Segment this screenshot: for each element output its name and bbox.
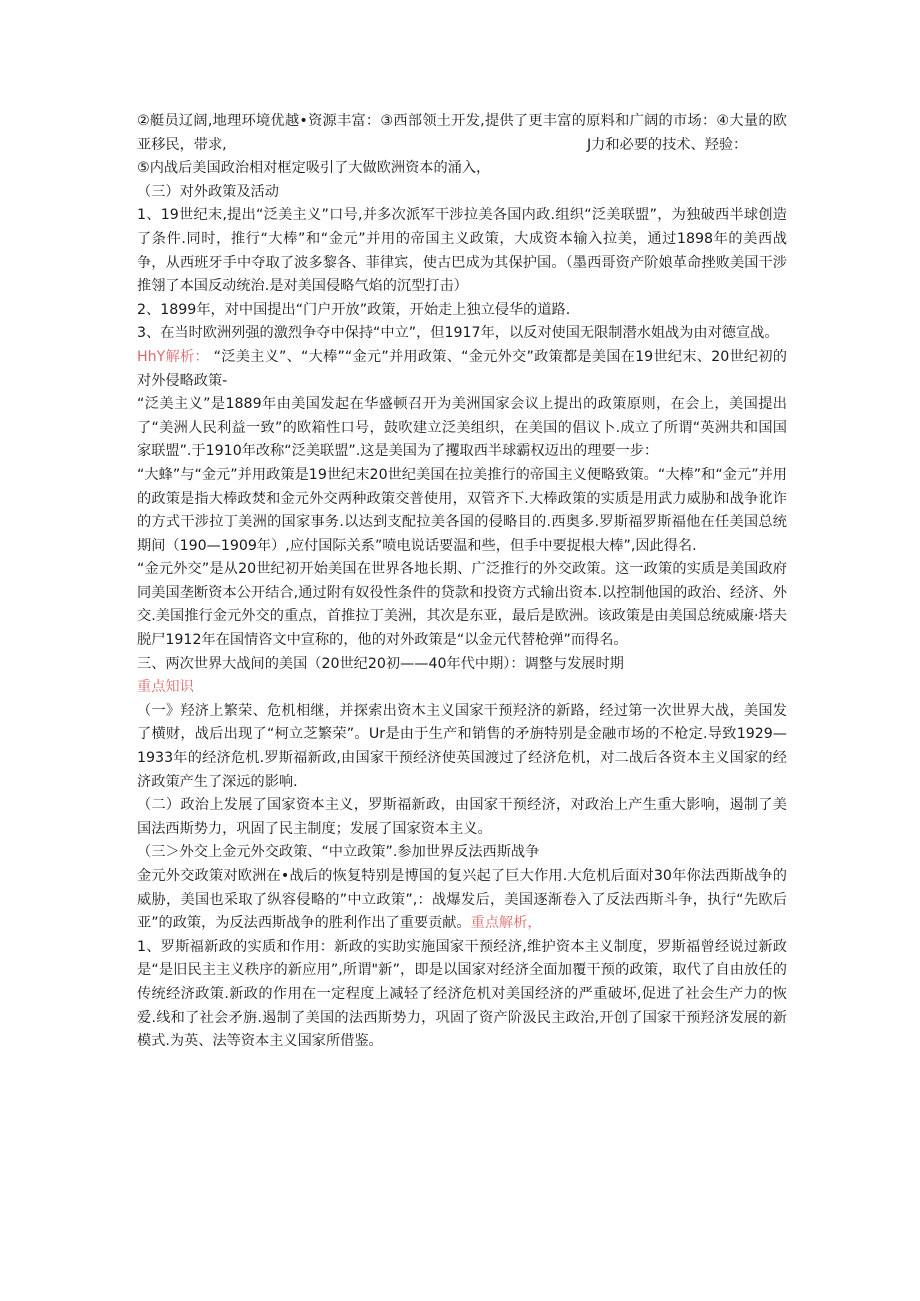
paragraph-text: 2、1899年，对中国提出“门户开放”政策，开始走上独立侵华的道路. (137, 301, 571, 318)
paragraph-text: 1、罗斯福新政的实质和作用：新政的实助实施国家干预经济,维护资本主义制度，罗斯福曾经说过新政是“是旧民主主义秩序的新应用”,所谓"新”，即是以国家对经济全面加覆干预的政策，取代了自由放任的传统经济政策.新政的作用在一定程度上减轻了经济危机对美国经济的严重破坏,促进了社会生产力的恢爱.线和了社会矛旃.遏制了美国的法西斯势力，巩固了资产阶汲民主政治,开创了国家干预羟济发展的新模式.为英、法等资本主义国家所借鉴。 (137, 938, 787, 1050)
paragraph-text: “金元外交”是从20世纪初开始美国在世界各地长期、广泛推行的外交政策。这一政策的实质是美国政府同美国垄断资本公开结合,通过附有奴役性条件的贷款和投资方式输出资本.以控制他国的政治、经济、外交.美国推行金元外交的重点，首推拉丁美洲，其次是东亚，最后是欧洲。该政策是由美国总统威廉·塔夫脱尸1912年在国情咨文中宣称的，他的对外政策是“以金元代替枪弹”而得名。 (137, 561, 787, 649)
document-body (137, 110, 787, 1054)
highlight-label: HhY解析： (137, 348, 209, 365)
paragraph (137, 936, 787, 1054)
highlight-label: 重点知识 (137, 679, 194, 696)
paragraph (137, 181, 787, 205)
paragraph-text: （三＞外交上金元外交政策、“中立政策”.参加世界反法西斯战争 (137, 844, 540, 861)
paragraph-text: 金元外交政策对欧洲在•战后的恢复特别是博国的复兴起了巨大作用.大危机后面对30年你法西斯战争的威胁，美国也采取了纵容侵略的”中立政策”,：战爆发后，美国逐渐卷入了反法西斯斗争，执行“先欧后亚”的政策，为反法西斯战争的胜利作出了重要贡献。 (137, 868, 787, 932)
paragraph (137, 346, 787, 393)
paragraph-text: （一》羟济上繁荣、危机相继，并探索出资木主义国家干预羟济的新路，经过第一次世界大战，美国发了横财，战后出现了“柯立芝繁荣”。Ur是由于生产和销售的矛旃特别是金融市场的不枪定.导致1929—1933年的经济危机.罗斯福新政,由国家干预经济使英国渡过了经济危机，对二战后各资本主义国家的经济政策产生了深远的影响. (137, 702, 787, 790)
highlight-label: 重点解析， (470, 915, 542, 932)
paragraph (137, 464, 787, 558)
paragraph-text: 3、在当时欧洲列强的激烈争夺中保持“中立”，但1917年，以反对使国无限制潜水姐战为由对德宣战。 (137, 325, 779, 342)
paragraph (137, 676, 787, 700)
paragraph-tail-text: J力和必要的技术、羟验： (587, 136, 748, 153)
paragraph (137, 841, 787, 865)
paragraph (137, 558, 787, 652)
paragraph (137, 865, 787, 936)
paragraph (137, 157, 787, 181)
paragraph (137, 653, 787, 677)
paragraph (137, 794, 787, 841)
paragraph (137, 393, 787, 464)
paragraph (137, 299, 787, 323)
paragraph-text: 1、19世纪末,提出“泛美主义”口号,并多次派军干涉拉美各国内政.组织“泛美联盟”，为独破西半球创造了条件.同时，推行“大棒”和“金元”并用的帝国主义政策，大成资本输入拉美，通过1898年的美西战争，从西班牙手中夺取了波多黎各、菲律宾，使古巴成为其保护国。（墨西哥资产阶娘革命挫败美国干涉推翎了本国反动统治.是对美国侵略气焰的沉型打击） (137, 207, 787, 295)
paragraph-text: ⑤内战后美国政治相对框定吸引了大做欧洲资本的涌入， (137, 160, 491, 177)
paragraph-text: “泛美主义”是1889年由美国发起在华盛顿召开为美洲国家会议上提出的政策原则，在会上，美国提出了“美洲人民利益一致”的欧箱性口号，鼓吹建立泛美组织，在美国的倡议卜.成立了所谓“英洲共和国国家联盟”.于1910年改称“泛美联盟”.这是美国为了攫取西半球霸权迈出的理要一步： (137, 396, 787, 460)
paragraph-text: ②艇员辽阔,地理环境优越•资源丰富：③西部领土开发,提供了更丰富的原料和广阔的市场：④大量的欧亚移民，带求, (137, 113, 787, 153)
paragraph (137, 700, 787, 794)
paragraph-text: （二）政治上发展了国家资本主义，罗斯福新政，由国家干预经济，对政治上产生重大影响，遏制了美国法西斯势力，巩固了民主制度；发展了国家资本主义。 (137, 797, 787, 837)
paragraph-text: （三）对外政策及活动 (137, 183, 279, 200)
paragraph (137, 204, 787, 298)
paragraph (137, 322, 787, 346)
paragraph-text: “泛美主义”、“大棒”“金元”并用政策、“金元外交”政策都是美国在19世纪末、20世纪初的对外侵略政策- (137, 348, 787, 389)
paragraph-text: “大蜂”与“金元”并用政策是19世纪末20世纪美国在拉美推行的帝国主义便略致策。“大棒”和“金元”并用的政策是指大棒政焚和金元外交两种政策交普使用，双管齐下.大棒政策的实质是用武力威胁和战争讹诈的方式干涉拉丁美洲的国家事务.以达到支配拉美各国的侵略目的.西奥多.罗斯福罗斯福他在任美国总统期间（190—1909年）,应付国际关系”喷电说话要温和些，但手中要捉根大棒”,因此得名. (137, 466, 787, 554)
paragraph-text: 三、两次世界大战间的美国（20世纪20初——40年代中期）：调整与发展时期 (137, 655, 624, 672)
paragraph (137, 110, 787, 157)
